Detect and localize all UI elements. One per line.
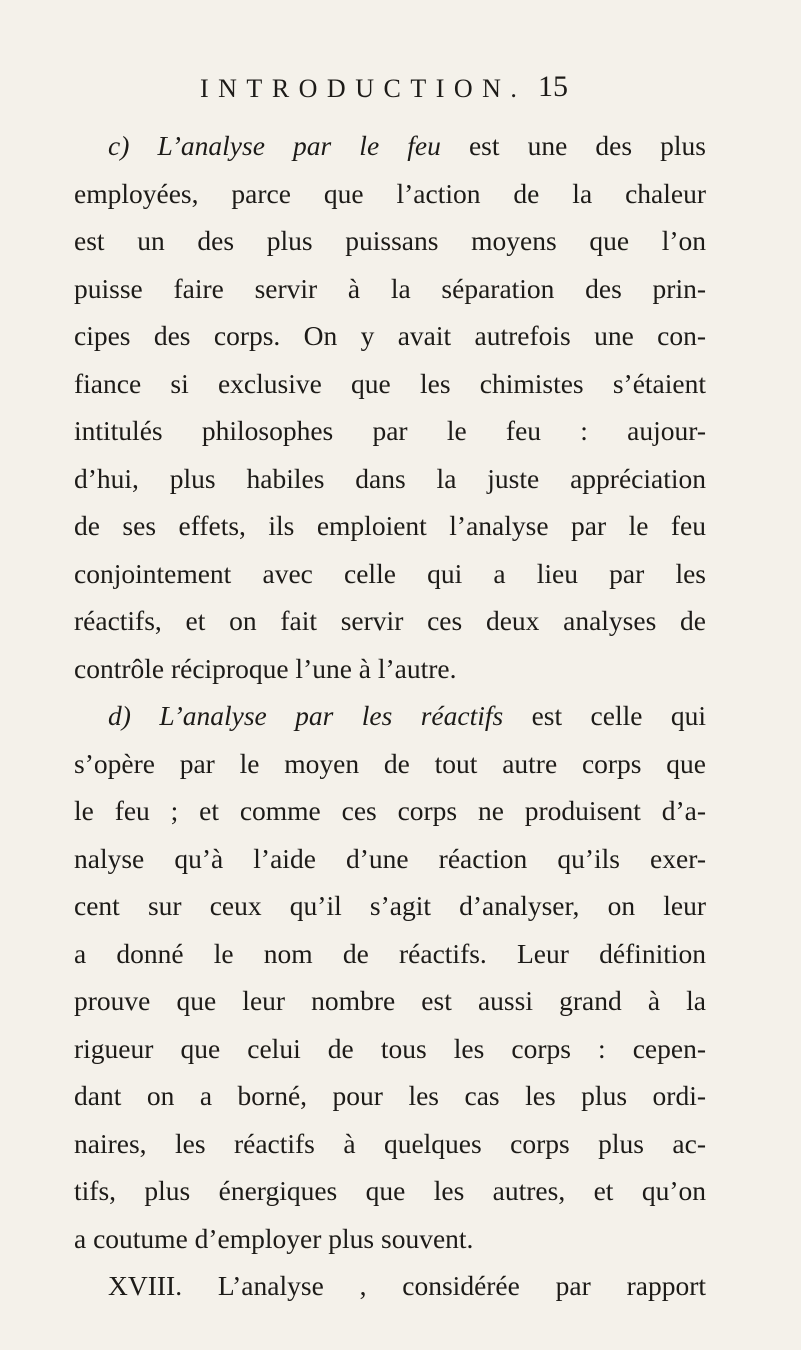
text-line: de ses effets, ils emploient l’analyse par le feu bbox=[74, 510, 706, 541]
text-line: tifs, plus énergiques que les autres, et qu’on bbox=[74, 1175, 706, 1206]
text-line: s’opère par le moyen de tout autre corps que bbox=[74, 747, 706, 779]
italic-heading: L’analyse par les réactifs bbox=[159, 700, 504, 731]
text-line: a coutume d’employer plus souvent. bbox=[74, 1222, 474, 1254]
text-line: employées, parce que l’action de la chaleur bbox=[74, 177, 706, 209]
text-line: XVIII. L’analyse , considérée par rapport bbox=[108, 1270, 706, 1301]
text-line: cent sur ceux qu’il s’agit d’analyser, on leur bbox=[74, 890, 706, 921]
header-title: INTRODUCTION. bbox=[200, 74, 527, 103]
text-line: fiance si exclusive que les chimistes s’étaient bbox=[74, 367, 706, 399]
text-line: cipes des corps. On y avait autrefois une con- bbox=[74, 320, 706, 351]
text-line: dant on a borné, pour les cas les plus ordi- bbox=[74, 1080, 706, 1111]
line-text: est celle qui bbox=[503, 700, 706, 731]
paragraph-label: c) bbox=[108, 130, 158, 161]
text-line: rigueur que celui de tous les corps : cepen- bbox=[74, 1032, 706, 1064]
text-line: réactifs, et on fait servir ces deux analyses de bbox=[74, 605, 706, 636]
text-line bbox=[74, 122, 706, 170]
text-line: contrôle réciproque l’une à l’autre. bbox=[74, 652, 457, 684]
text-line bbox=[74, 692, 706, 740]
italic-heading: L’analyse par le feu bbox=[157, 130, 441, 161]
body-text bbox=[74, 122, 706, 1310]
page-number: 15 bbox=[538, 70, 568, 103]
text-line: le feu ; et comme ces corps ne produisent d’a- bbox=[74, 795, 706, 826]
text-line: d’hui, plus habiles dans la juste appréciation bbox=[74, 462, 706, 494]
text-line: intitulés philosophes par le feu : aujour- bbox=[74, 415, 706, 446]
line-text: est une des plus bbox=[440, 130, 706, 161]
running-header bbox=[200, 70, 600, 104]
text-line: est un des plus puissans moyens que l’on bbox=[74, 225, 706, 256]
paragraph-label: d) bbox=[108, 700, 160, 731]
text-line: nalyse qu’à l’aide d’une réaction qu’ils exer- bbox=[74, 842, 706, 874]
text-line: a donné le nom de réactifs. Leur définition bbox=[74, 937, 706, 969]
text-line: conjointement avec celle qui a lieu par les bbox=[74, 557, 706, 589]
text-line: naires, les réactifs à quelques corps plus ac- bbox=[74, 1127, 706, 1159]
text-line: prouve que leur nombre est aussi grand à la bbox=[74, 985, 706, 1016]
text-line: puisse faire servir à la séparation des prin- bbox=[74, 272, 706, 304]
